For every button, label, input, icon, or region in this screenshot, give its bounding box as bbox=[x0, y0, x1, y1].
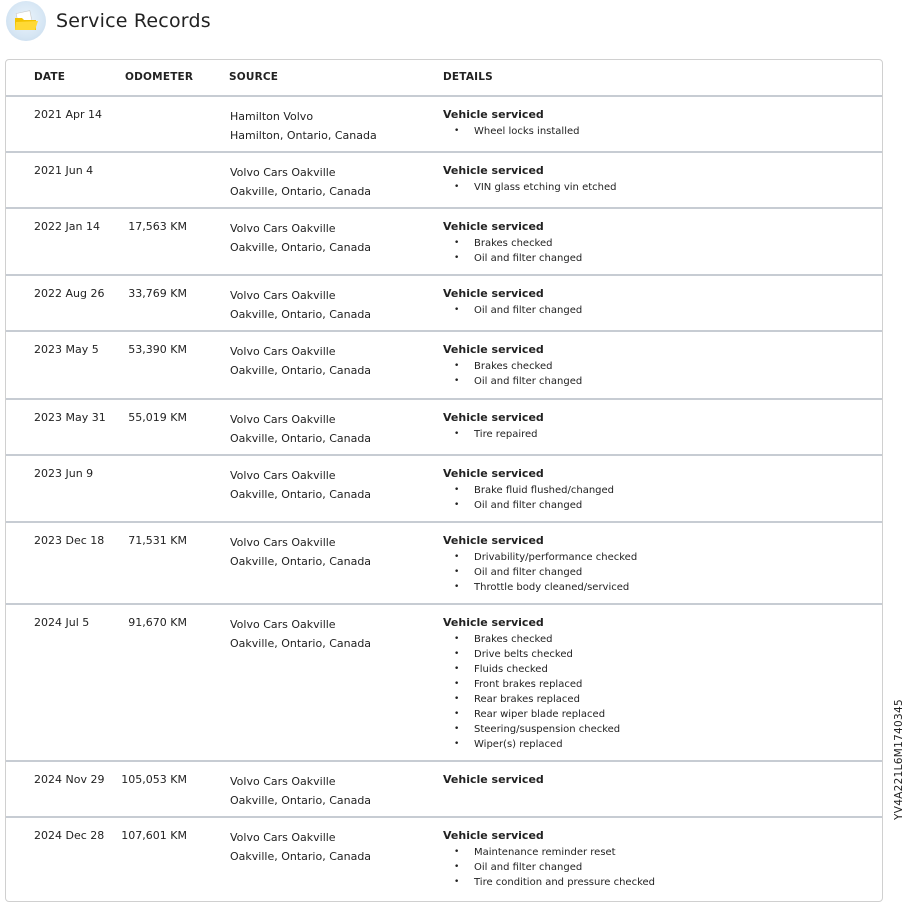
service-date: 2021 Jun 4 bbox=[34, 164, 94, 177]
service-details bbox=[443, 287, 582, 318]
source-location: Oakville, Ontario, Canada bbox=[230, 849, 372, 863]
details-list bbox=[443, 632, 620, 752]
col-details: DETAILS bbox=[443, 71, 493, 83]
service-source bbox=[230, 467, 371, 504]
list-item: • Brake fluid flushed/changed bbox=[443, 483, 614, 498]
details-list bbox=[443, 483, 614, 513]
page-title: Service Records bbox=[56, 10, 211, 32]
table-row bbox=[6, 209, 882, 276]
service-date: 2022 Jan 14 bbox=[34, 220, 100, 233]
odometer-value: 107,601 KM bbox=[121, 829, 187, 842]
service-records-table bbox=[5, 59, 883, 902]
service-date: 2021 Apr 14 bbox=[34, 108, 103, 121]
service-details bbox=[443, 829, 655, 890]
source-location: Oakville, Ontario, Canada bbox=[230, 636, 372, 650]
list-item: • VIN glass etching vin etched bbox=[443, 180, 616, 195]
service-source bbox=[230, 773, 371, 810]
list-item: • Oil and filter changed bbox=[443, 860, 655, 875]
service-date: 2023 May 31 bbox=[34, 411, 106, 424]
service-source bbox=[230, 108, 377, 145]
service-details bbox=[443, 773, 544, 787]
table-body bbox=[6, 97, 882, 903]
service-source bbox=[230, 343, 371, 380]
table-row bbox=[6, 332, 882, 400]
folder-icon bbox=[6, 1, 46, 41]
details-title: Vehicle serviced bbox=[443, 108, 544, 121]
table-header bbox=[6, 60, 882, 97]
source-name: Volvo Cars Oakville bbox=[230, 536, 336, 549]
col-date: DATE bbox=[34, 71, 66, 83]
source-name: Volvo Cars Oakville bbox=[230, 345, 336, 358]
source-location: Oakville, Ontario, Canada bbox=[230, 487, 372, 501]
odometer-value: 53,390 KM bbox=[128, 343, 187, 356]
service-date: 2024 Nov 29 bbox=[34, 773, 105, 786]
list-item: • Tire repaired bbox=[443, 427, 544, 442]
service-date: 2023 Jun 9 bbox=[34, 467, 94, 480]
table-row bbox=[6, 818, 882, 903]
list-item: • Tire condition and pressure checked bbox=[443, 875, 655, 890]
source-location: Oakville, Ontario, Canada bbox=[230, 363, 372, 377]
details-title: Vehicle serviced bbox=[443, 773, 544, 786]
source-location: Oakville, Ontario, Canada bbox=[230, 240, 372, 254]
list-item: • Wheel locks installed bbox=[443, 124, 580, 139]
list-item: • Brakes checked bbox=[443, 632, 620, 647]
details-list bbox=[443, 359, 582, 389]
page-header bbox=[6, 0, 211, 42]
service-source bbox=[230, 220, 371, 257]
list-item: • Fluids checked bbox=[443, 662, 620, 677]
source-name: Volvo Cars Oakville bbox=[230, 289, 336, 302]
details-title: Vehicle serviced bbox=[443, 411, 544, 424]
source-location: Oakville, Ontario, Canada bbox=[230, 554, 372, 568]
list-item: • Steering/suspension checked bbox=[443, 722, 620, 737]
service-details bbox=[443, 164, 616, 195]
source-location: Oakville, Ontario, Canada bbox=[230, 431, 372, 445]
details-title: Vehicle serviced bbox=[443, 467, 544, 480]
source-name: Volvo Cars Oakville bbox=[230, 469, 336, 482]
details-title: Vehicle serviced bbox=[443, 829, 544, 842]
source-name: Volvo Cars Oakville bbox=[230, 222, 336, 235]
list-item: • Brakes checked bbox=[443, 359, 582, 374]
service-date: 2023 May 5 bbox=[34, 343, 99, 356]
service-source bbox=[230, 411, 371, 448]
source-location: Oakville, Ontario, Canada bbox=[230, 793, 372, 807]
table-row bbox=[6, 605, 882, 762]
details-title: Vehicle serviced bbox=[443, 287, 544, 300]
odometer-value: 91,670 KM bbox=[128, 616, 187, 629]
service-date: 2024 Jul 5 bbox=[34, 616, 90, 629]
details-title: Vehicle serviced bbox=[443, 164, 544, 177]
source-name: Volvo Cars Oakville bbox=[230, 166, 336, 179]
list-item: • Rear wiper blade replaced bbox=[443, 707, 620, 722]
col-odometer: ODOMETER bbox=[125, 71, 194, 83]
details-list bbox=[443, 550, 637, 595]
table-row bbox=[6, 97, 882, 153]
list-item: • Brakes checked bbox=[443, 236, 582, 251]
table-row bbox=[6, 276, 882, 332]
odometer-value: 71,531 KM bbox=[128, 534, 187, 547]
odometer-value: 33,769 KM bbox=[128, 287, 187, 300]
list-item: • Wiper(s) replaced bbox=[443, 737, 620, 752]
details-list bbox=[443, 180, 616, 195]
details-title: Vehicle serviced bbox=[443, 616, 544, 629]
list-item: • Oil and filter changed bbox=[443, 565, 637, 580]
details-list bbox=[443, 303, 582, 318]
service-source bbox=[230, 616, 371, 653]
service-details bbox=[443, 108, 580, 139]
service-details bbox=[443, 534, 637, 595]
source-location: Hamilton, Ontario, Canada bbox=[230, 128, 377, 142]
odometer-value: 17,563 KM bbox=[128, 220, 187, 233]
col-source: SOURCE bbox=[229, 71, 279, 83]
service-date: 2022 Aug 26 bbox=[34, 287, 105, 300]
list-item: • Oil and filter changed bbox=[443, 498, 614, 513]
service-details bbox=[443, 616, 620, 752]
table-row bbox=[6, 762, 882, 818]
odometer-value: 105,053 KM bbox=[121, 773, 187, 786]
details-list bbox=[443, 124, 580, 139]
service-source bbox=[230, 829, 371, 866]
service-details bbox=[443, 467, 614, 513]
service-date: 2024 Dec 28 bbox=[34, 829, 105, 842]
service-source bbox=[230, 287, 371, 324]
source-name: Volvo Cars Oakville bbox=[230, 618, 336, 631]
service-source bbox=[230, 534, 371, 571]
table-row bbox=[6, 153, 882, 209]
list-item: • Oil and filter changed bbox=[443, 251, 582, 266]
list-item: • Throttle body cleaned/serviced bbox=[443, 580, 637, 595]
list-item: • Oil and filter changed bbox=[443, 374, 582, 389]
list-item: • Front brakes replaced bbox=[443, 677, 620, 692]
table-row bbox=[6, 400, 882, 456]
source-name: Hamilton Volvo bbox=[230, 110, 314, 123]
service-details bbox=[443, 411, 544, 442]
source-name: Volvo Cars Oakville bbox=[230, 831, 336, 844]
table-row bbox=[6, 523, 882, 605]
odometer-value: 55,019 KM bbox=[128, 411, 187, 424]
service-date: 2023 Dec 18 bbox=[34, 534, 105, 547]
list-item: • Oil and filter changed bbox=[443, 303, 582, 318]
service-details bbox=[443, 220, 582, 266]
details-title: Vehicle serviced bbox=[443, 220, 544, 233]
list-item: • Rear brakes replaced bbox=[443, 692, 620, 707]
details-list bbox=[443, 236, 582, 266]
vin-label: YV4A221L6M1740345 bbox=[893, 699, 905, 820]
source-name: Volvo Cars Oakville bbox=[230, 413, 336, 426]
details-list bbox=[443, 845, 655, 890]
details-list bbox=[443, 427, 544, 442]
details-title: Vehicle serviced bbox=[443, 534, 544, 547]
list-item: • Maintenance reminder reset bbox=[443, 845, 655, 860]
table-row bbox=[6, 456, 882, 523]
source-name: Volvo Cars Oakville bbox=[230, 775, 336, 788]
service-source bbox=[230, 164, 371, 201]
source-location: Oakville, Ontario, Canada bbox=[230, 307, 372, 321]
details-title: Vehicle serviced bbox=[443, 343, 544, 356]
source-location: Oakville, Ontario, Canada bbox=[230, 184, 372, 198]
list-item: • Drivability/performance checked bbox=[443, 550, 637, 565]
list-item: • Drive belts checked bbox=[443, 647, 620, 662]
service-details bbox=[443, 343, 582, 389]
